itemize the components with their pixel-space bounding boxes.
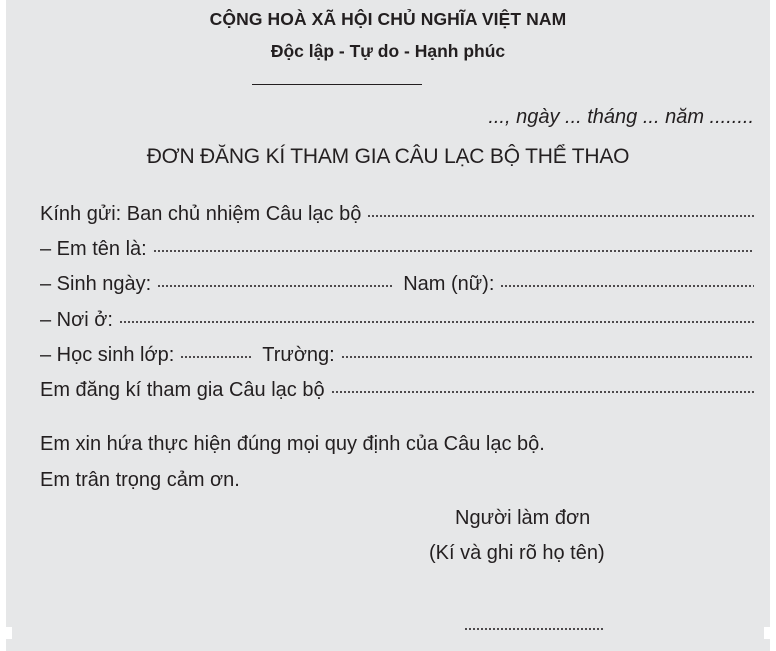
school-label: Trường:	[262, 344, 335, 366]
header-rule	[252, 84, 422, 85]
gender-label: Nam (nữ):	[403, 273, 495, 295]
class-line	[40, 333, 754, 367]
recipient-field[interactable]	[367, 213, 754, 219]
name-field[interactable]	[153, 248, 754, 254]
country-header: CỘNG HOÀ XÃ HỘI CHỦ NGHĨA VIỆT NAM	[209, 9, 567, 29]
form-title: ĐƠN ĐĂNG KÍ THAM GIA CÂU LẠC BỘ THỂ THAO	[146, 145, 630, 168]
signature-note: (Kí và ghi rõ họ tên)	[429, 542, 605, 564]
signature-field[interactable]	[464, 627, 604, 633]
register-line	[40, 368, 754, 402]
school-field[interactable]	[341, 354, 754, 360]
name-label: – Em tên là:	[40, 238, 147, 260]
address-field[interactable]	[119, 319, 754, 325]
corner-mark	[0, 627, 12, 639]
thanks-text: Em trân trọng cảm ơn.	[40, 469, 240, 491]
class-field[interactable]	[180, 354, 252, 360]
register-label: Em đăng kí tham gia Câu lạc bộ	[40, 379, 325, 401]
dob-field[interactable]	[157, 283, 393, 289]
address-label: – Nơi ở:	[40, 309, 113, 331]
dob-line	[40, 262, 754, 296]
date-line: ..., ngày ... tháng ... năm ........	[488, 106, 754, 128]
address-line	[40, 298, 754, 332]
promise-text: Em xin hứa thực hiện đúng mọi quy định của Câu lạc bộ.	[40, 433, 545, 455]
corner-mark	[764, 627, 776, 639]
name-line	[40, 227, 754, 261]
class-label: – Học sinh lớp:	[40, 344, 175, 366]
recipient-label: Kính gửi: Ban chủ nhiệm Câu lạc bộ	[40, 203, 362, 225]
recipient-line	[40, 192, 754, 226]
register-field[interactable]	[331, 389, 754, 395]
signer-label: Người làm đơn	[455, 507, 591, 529]
dob-label: – Sinh ngày:	[40, 273, 152, 295]
gender-field[interactable]	[500, 283, 754, 289]
form-sheet	[6, 0, 770, 651]
motto-header: Độc lập - Tự do - Hạnh phúc	[270, 41, 506, 61]
